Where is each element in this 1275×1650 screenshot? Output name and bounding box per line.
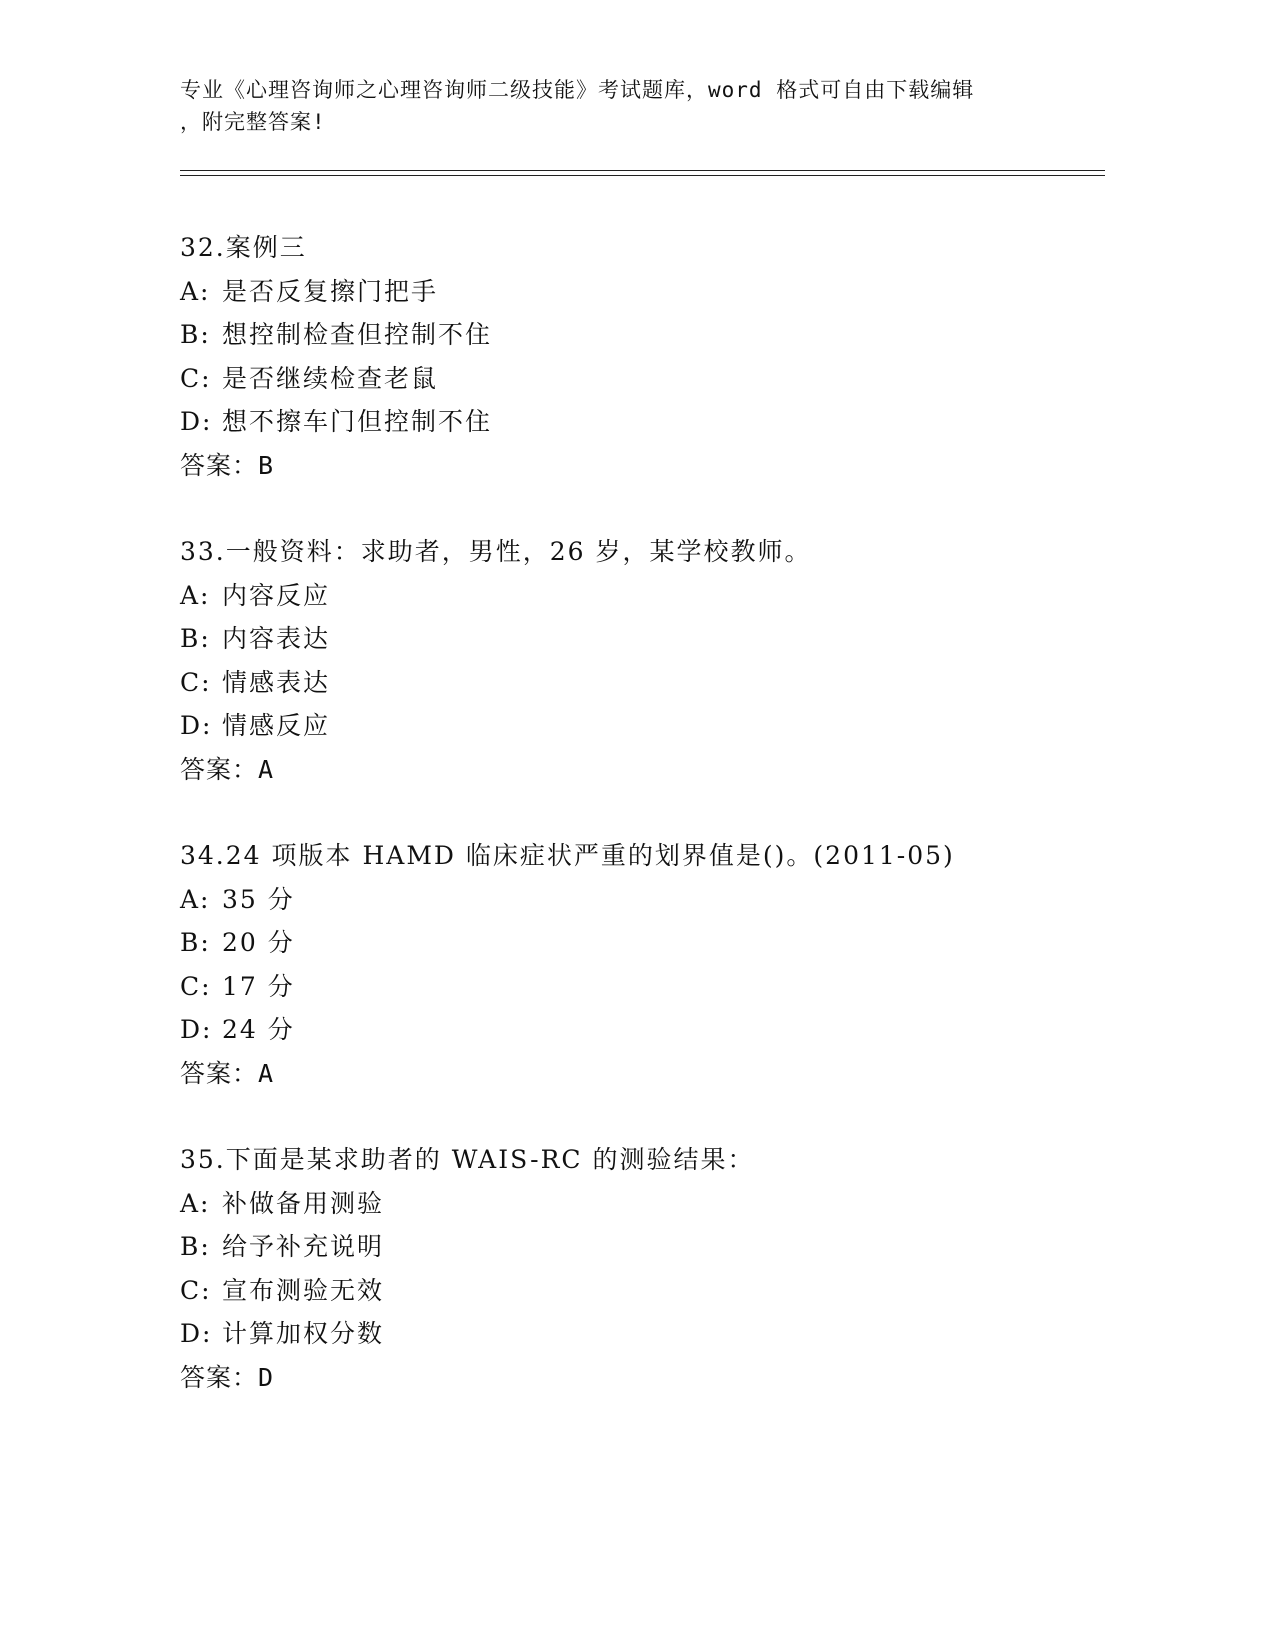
option-b (180, 617, 1105, 661)
option-d (180, 400, 1105, 444)
option-letter: D: (180, 1015, 213, 1044)
option-text: 是否反复擦门把手 (222, 276, 439, 306)
option-letter: A: (180, 884, 211, 914)
option-d (180, 1312, 1105, 1356)
option-a (180, 1182, 1105, 1226)
option-letter: D: (180, 407, 213, 436)
option-text: 情感反应 (222, 711, 331, 740)
option-d (180, 1008, 1105, 1052)
answer-line: 答案：A (180, 1058, 275, 1088)
option-letter: D: (180, 711, 213, 740)
question-stem: 35.下面是某求助者的 WAIS-RC 的测验结果： (180, 1145, 755, 1174)
document-header (180, 74, 1060, 138)
option-letter: A: (180, 580, 211, 610)
option-d (180, 704, 1105, 748)
option-text: 17 分 (222, 971, 295, 1001)
option-text: 宣布测验无效 (222, 1275, 385, 1305)
header-line-1: 专业《心理咨询师之心理咨询师二级技能》考试题库，word 格式可自由下载编辑 (180, 78, 975, 102)
answer-line: 答案：A (180, 754, 275, 784)
option-text: 计算加权分数 (222, 1319, 385, 1348)
option-c (180, 661, 1105, 705)
answer-line: 答案：B (180, 450, 275, 480)
option-a (180, 878, 1105, 922)
option-text: 想控制检查但控制不住 (222, 320, 493, 349)
header-divider-bottom (180, 175, 1105, 176)
option-a (180, 270, 1105, 314)
question-34 (180, 834, 1105, 1095)
option-letter: B: (180, 928, 211, 957)
option-text: 补做备用测验 (222, 1188, 385, 1218)
option-c (180, 1269, 1105, 1313)
option-letter: B: (180, 320, 211, 349)
option-c (180, 965, 1105, 1009)
option-letter: C: (180, 363, 212, 393)
option-letter: D: (180, 1319, 213, 1348)
option-letter: C: (180, 1275, 212, 1305)
option-letter: A: (180, 276, 211, 306)
option-text: 35 分 (222, 884, 295, 914)
question-stem: 34.24 项版本 HAMD 临床症状严重的划界值是()。(2011-05) (180, 841, 955, 870)
question-stem: 32.案例三 (180, 233, 307, 262)
option-text: 24 分 (222, 1015, 295, 1044)
option-text: 想不擦车门但控制不住 (222, 407, 493, 436)
option-text: 是否继续检查老鼠 (222, 363, 439, 393)
option-c (180, 357, 1105, 401)
question-list (180, 226, 1105, 1442)
option-text: 内容反应 (222, 580, 331, 610)
option-letter: A: (180, 1188, 211, 1218)
question-32 (180, 226, 1105, 487)
question-33 (180, 530, 1105, 791)
option-text: 给予补充说明 (222, 1232, 385, 1261)
option-text: 20 分 (222, 928, 295, 957)
answer-line: 答案：D (180, 1362, 275, 1392)
option-text: 情感表达 (222, 667, 331, 697)
option-letter: B: (180, 624, 211, 653)
header-divider-top (180, 170, 1105, 171)
header-line-2: ，附完整答案! (180, 110, 326, 134)
option-b (180, 1225, 1105, 1269)
option-a (180, 574, 1105, 618)
option-letter: C: (180, 971, 212, 1001)
option-b (180, 313, 1105, 357)
option-b (180, 921, 1105, 965)
question-35 (180, 1138, 1105, 1399)
question-stem: 33.一般资料：求助者，男性，26 岁，某学校教师。 (180, 537, 812, 566)
option-letter: B: (180, 1232, 211, 1261)
option-text: 内容表达 (222, 624, 331, 653)
option-letter: C: (180, 667, 212, 697)
